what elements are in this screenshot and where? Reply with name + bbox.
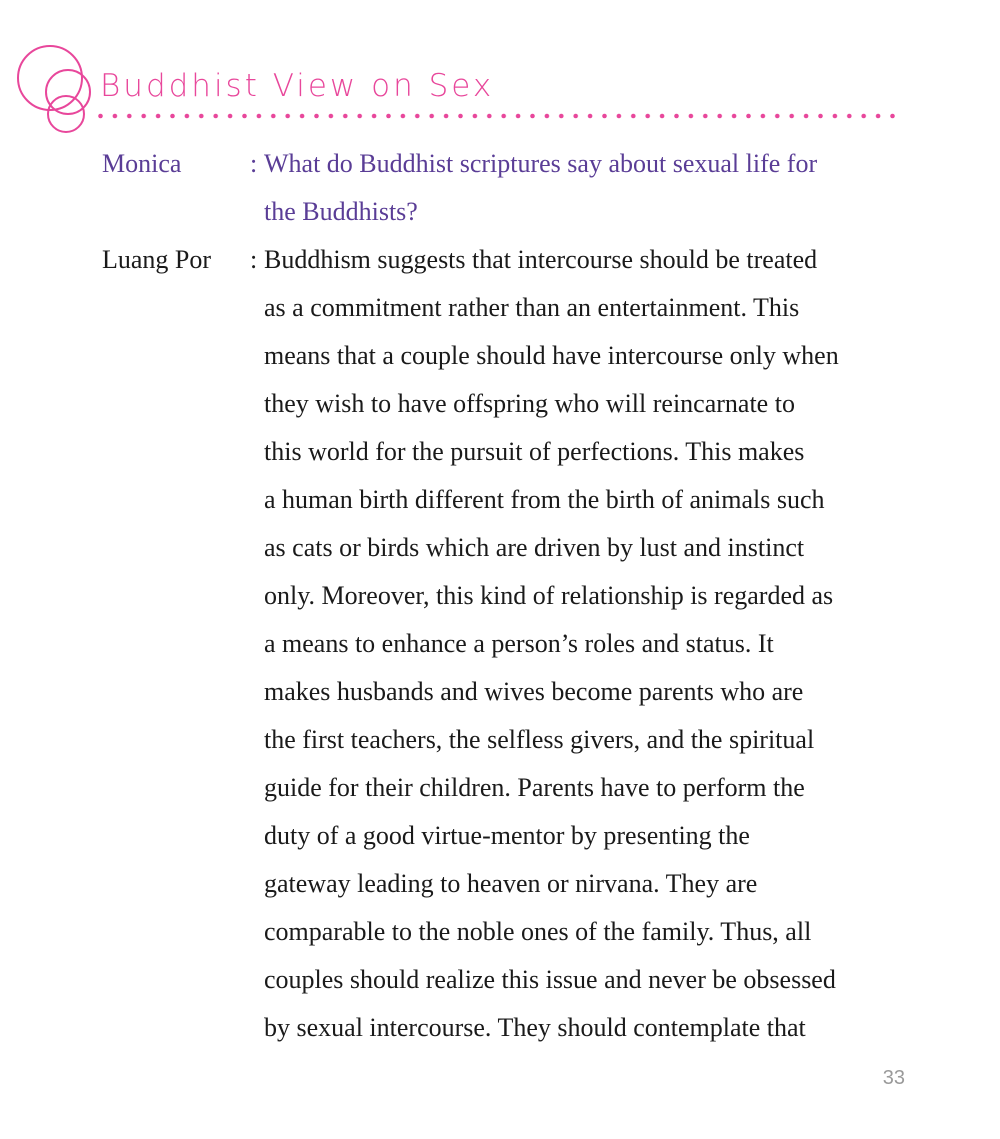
text-line: a human birth different from the birth of animals such (264, 485, 825, 514)
speaker-colon: : (250, 149, 258, 178)
dialogue (102, 140, 922, 1052)
text-line: the Buddhists? (264, 197, 418, 226)
text-line: as cats or birds which are driven by lust and instinct (264, 533, 805, 562)
speaker-name: Luang Por (102, 245, 212, 274)
text-line: comparable to the noble ones of the family. Thus, all (264, 917, 812, 946)
text-line: only. Moreover, this kind of relationship is regarded as (264, 581, 834, 610)
speaker-colon: : (250, 245, 258, 274)
section-title: Buddhist View on Sex (100, 68, 495, 104)
text-line: What do Buddhist scriptures say about sexual life for (264, 149, 818, 178)
text-line: couples should realize this issue and never be obsessed (264, 965, 836, 994)
dotted-divider (98, 112, 903, 120)
text-line: a means to enhance a person’s roles and status. It (264, 629, 774, 658)
page-number: 33 (882, 1067, 905, 1089)
text-line: Buddhism suggests that intercourse should be treated (264, 245, 818, 274)
answer-text (264, 236, 839, 1052)
text-line: gateway leading to heaven or nirvana. They are (264, 869, 758, 898)
speaker-name: Monica (102, 149, 182, 178)
dialogue-turn-answer (102, 236, 922, 1052)
text-line: by sexual intercourse. They should contemplate that (264, 1013, 806, 1042)
text-line: they wish to have offspring who will reincarnate to (264, 389, 795, 418)
text-line: guide for their children. Parents have to perform the (264, 773, 805, 802)
text-line: means that a couple should have intercourse only when (264, 341, 839, 370)
text-line: this world for the pursuit of perfections. This makes (264, 437, 805, 466)
overlapping-circles-icon (14, 40, 94, 136)
dialogue-turn-question (102, 140, 922, 236)
text-line: as a commitment rather than an entertainment. This (264, 293, 800, 322)
text-line: the first teachers, the selfless givers, and the spiritual (264, 725, 815, 754)
text-line: duty of a good virtue-mentor by presenting the (264, 821, 750, 850)
question-text (264, 140, 817, 236)
text-line: makes husbands and wives become parents who are (264, 677, 804, 706)
